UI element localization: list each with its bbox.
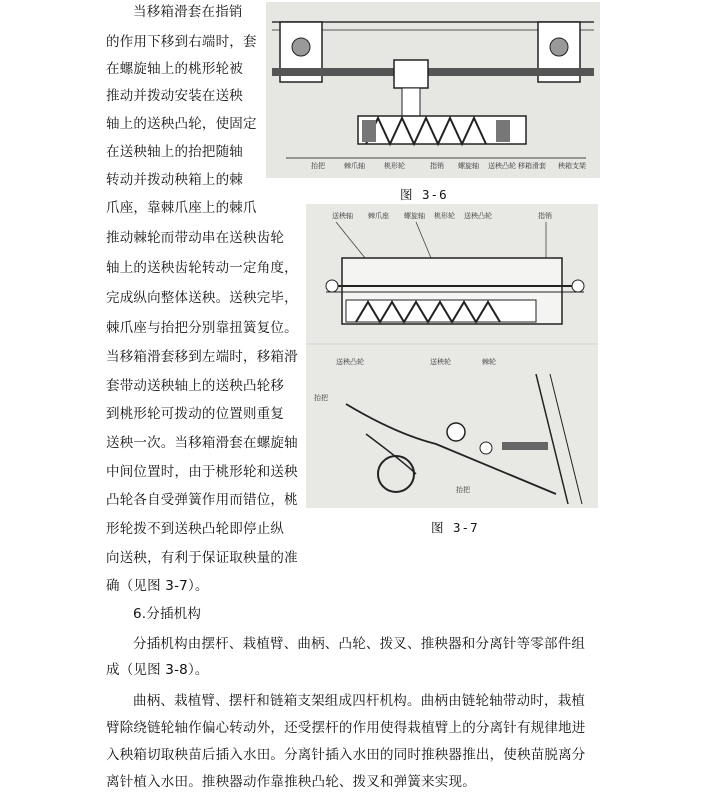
fig36-label: 螺旋轴 — [458, 162, 479, 170]
fig37-label: 桃形轮 — [434, 212, 455, 220]
fig36-label: 移箱滑套 — [518, 162, 546, 170]
paragraph-line: 臂除绕链轮轴作偏心转动外，还受摆杆的作用使得栽植臂上的分离针有规律地进 — [106, 720, 586, 736]
paragraph-line: 成（见图 3-8）。 — [106, 662, 209, 678]
figure-3-7-image — [306, 204, 598, 508]
text-line: 转动并拨动秧箱上的棘 — [106, 172, 243, 188]
fig37-label: 棘爪座 — [368, 212, 389, 220]
paragraph-line: 入秧箱切取秧苗后插入水田。分离针插入水田的同时推秧器推出，使秧苗脱离分 — [106, 747, 586, 763]
text-line: 向送秧，有利于保证取秧量的准 — [106, 550, 298, 566]
text-line: 中间位置时，由于桃形轮和送秧 — [106, 464, 298, 480]
text-line: 在送秧轴上的抬把随轴 — [106, 144, 243, 160]
fig37-label: 送秧凸轮 — [336, 358, 364, 366]
text-line: 推动棘轮而带动串在送秧齿轮 — [106, 230, 285, 246]
fig37-label: 送秧凸轮 — [464, 212, 492, 220]
fig37-label: 螺旋轴 — [404, 212, 425, 220]
text-line: 到桃形轮可拨动的位置则重复 — [106, 406, 285, 422]
text-line: 当移箱滑套移到左端时，移箱滑 — [106, 349, 298, 365]
figure-3-6-caption: 图 3-6 — [400, 187, 448, 202]
text-line: 轴上的送秧凸轮，使固定 — [106, 116, 257, 132]
text-line: 爪座，靠棘爪座上的棘爪 — [106, 200, 257, 216]
fig37-label: 抬把 — [314, 394, 328, 402]
text-line: 确（见图 3-7）。 — [106, 578, 209, 594]
figure-3-7-caption: 图 3-7 — [431, 520, 479, 535]
paragraph-line: 离针植入水田。推秧器动作靠推秧凸轮、拨叉和弹簧来实现。 — [106, 774, 476, 790]
fig36-label: 桃形轮 — [384, 162, 405, 170]
text-line: 形轮拨不到送秧凸轮即停止纵 — [106, 521, 285, 537]
fig37-label: 指销 — [538, 212, 552, 220]
paragraph-line: 分插机构由摆杆、栽植臂、曲柄、凸轮、拨叉、推秧器和分离针等零部件组 — [133, 636, 586, 652]
text-line: 推动并拨动安装在送秧 — [106, 88, 243, 104]
text-line: 轴上的送秧齿轮转动一定角度， — [106, 260, 298, 276]
paragraph-line: 曲柄、栽植臂、摆杆和链箱支架组成四杆机构。曲柄由链轮轴带动时，栽植 — [133, 693, 586, 709]
text-line: 凸轮各自受弹簧作用而错位，桃 — [106, 492, 298, 508]
fig37-label: 送秧轴 — [332, 212, 353, 220]
fig36-label: 指销 — [430, 162, 444, 170]
fig37-label: 抬把 — [456, 486, 470, 494]
text-line: 完成纵向整体送秧。送秧完毕， — [106, 290, 298, 306]
fig36-label: 抬把 — [311, 162, 325, 170]
fig36-label: 秧箱支架 — [558, 162, 586, 170]
text-line: 棘爪座与抬把分别靠扭簧复位。 — [106, 320, 298, 336]
section-heading: 6.分插机构 — [133, 606, 202, 622]
text-line: 的作用下移到右端时，套 — [106, 34, 257, 50]
figure-3-6-drawing — [266, 2, 600, 178]
fig36-label: 棘爪轴 — [344, 162, 365, 170]
fig37-label: 棘轮 — [482, 358, 496, 366]
text-line: 在螺旋轴上的桃形轮被 — [106, 61, 243, 77]
text-line: 当移箱滑套在指销 — [133, 4, 243, 20]
figure-3-7-drawing — [306, 204, 598, 508]
fig36-label: 送秧凸轮 — [488, 162, 516, 170]
fig37-label: 送秧轮 — [430, 358, 451, 366]
figure-3-6-image — [266, 2, 600, 178]
text-line: 套带动送秧轴上的送秧凸轮移 — [106, 378, 285, 394]
text-line: 送秧一次。当移箱滑套在螺旋轴 — [106, 435, 298, 451]
